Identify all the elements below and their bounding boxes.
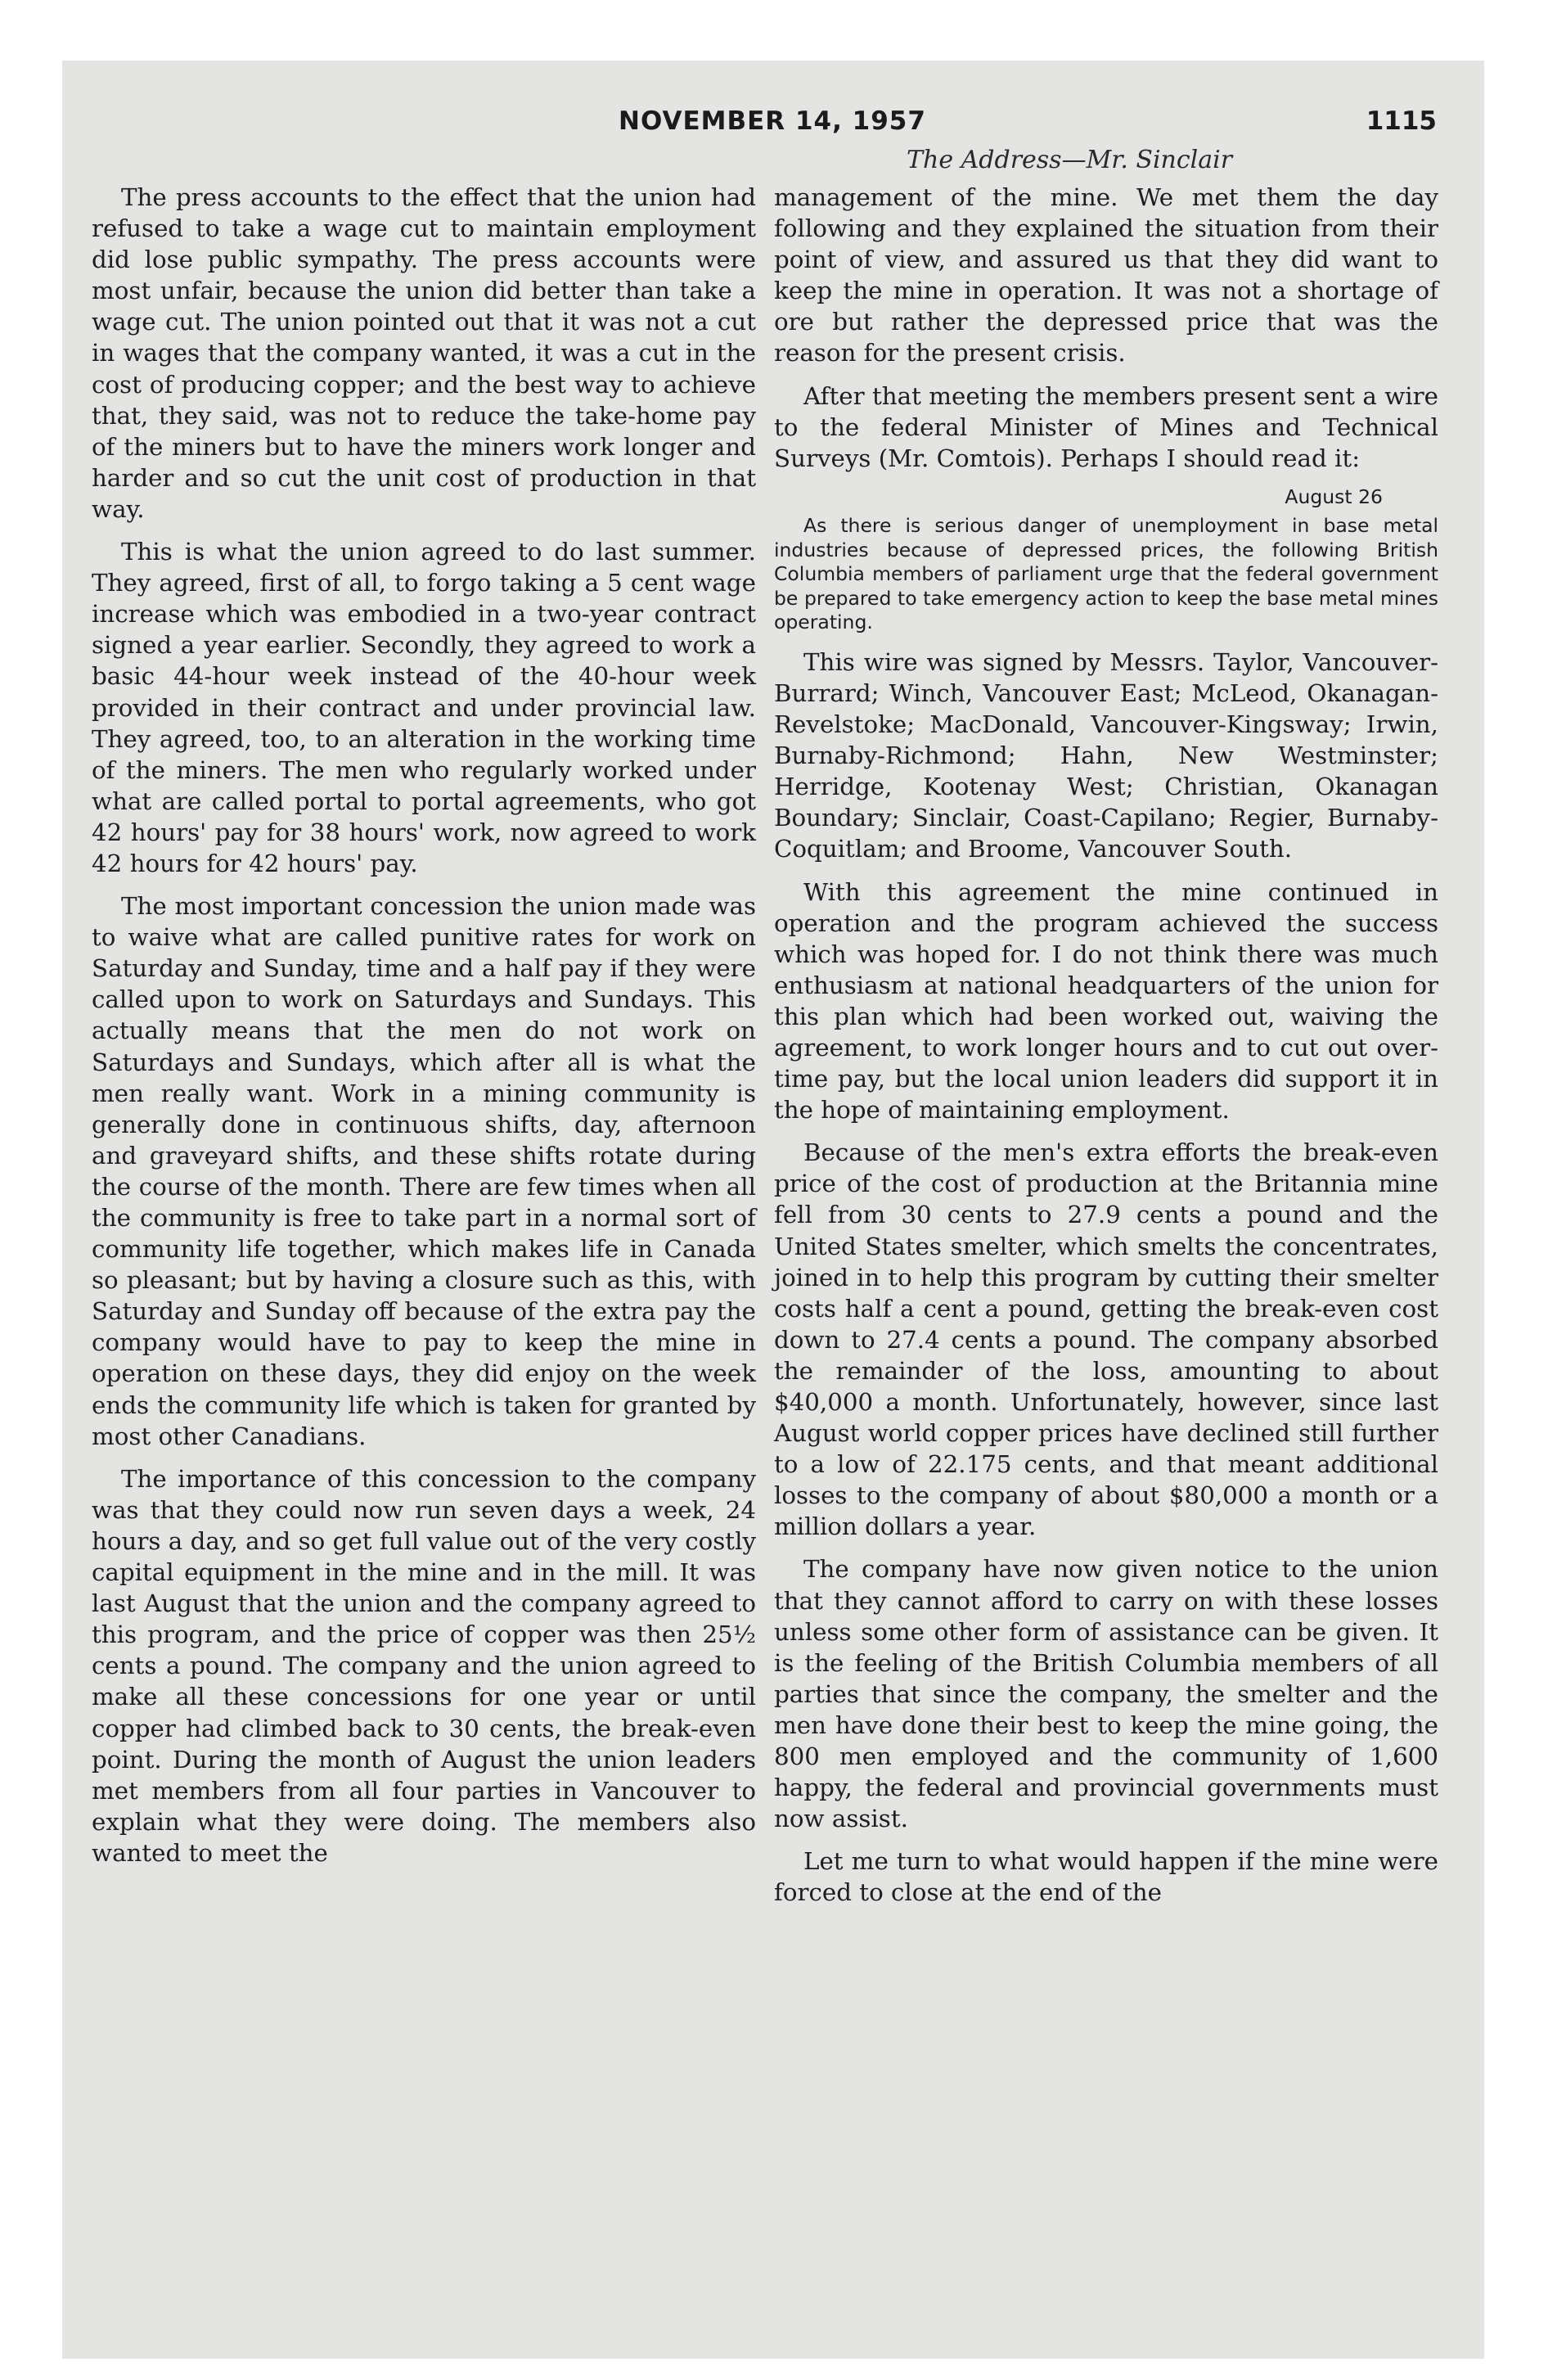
hansard-page [62, 61, 1484, 2359]
paragraph: With this agreement the mine continued in operation and the program achieved the success which was hoped for. I do not think there was much enthusiasm at national headquarters of the union for this plan which had been worked out, waiving the agreement, to work longer hours and to cut out over-time pay, but the local union leaders did support it in the hope of maintaining employment. [774, 877, 1438, 1125]
paragraph: The company have now given notice to the union that they cannot afford to carry on with these losses unless some other form of assistance can be given. It is the feeling of the British Columbia members of all parties that since the company, the smelter and the men have done their best to keep the mine going, the 800 men employed and the community of 1,600 happy, the federal and provincial governments must now assist. [774, 1555, 1438, 1833]
telegram-date: August 26 [1285, 485, 1383, 508]
paragraph: Let me turn to what would happen if the mine were forced to close at the end of the [774, 1847, 1438, 1907]
right-column [774, 182, 1438, 1920]
paragraph: After that meeting the members present sent a wire to the federal Minister of Mines and Technical Surveys (Mr. Comtois). Perhaps I should read it: [774, 381, 1438, 472]
left-column [92, 182, 756, 1880]
paragraph: Because of the men's extra efforts the break-even price of the cost of production at the Britannia mine fell from 30 cents to 27.9 cents a pound and the United States smelter, which smelts the concentrates, joined in to help this program by cutting their smelter costs half a cent a pound, getting the break-even cost down to 27.4 cents a pound. The company absorbed the remainder of the loss, amounting to about $40,000 a month. Unfortunately, however, since last August world copper prices have declined still further to a low of 22.175 cents, and that meant additional losses to the company of about $80,000 a month or a million dollars a year. [774, 1138, 1438, 1541]
paragraph: This wire was signed by Messrs. Taylor, Vancouver-Burrard; Winch, Vancouver East; McLeod, Okanagan-Revelstoke; MacDonald, Vancouver-Kingsway; Irwin, Burnaby-Richmond; Hahn, New Westminster; Herridge, Kootenay West; Christian, Okanagan Boundary; Sinclair, Coast-Capilano; Regier, Burnaby-Coquitlam; and Broome, Vancouver South. [774, 647, 1438, 863]
page-header [62, 106, 1484, 147]
paragraph: The importance of this concession to the company was that they could now run seven days a week, 24 hours a day, and so get full value out of the very costly capital equipment in the mine and in the mill. It was last August that the union and the company agreed to this program, and the price of copper was then 25½ cents a pound. The company and the union agreed to make all these concessions for one year or until copper had climbed back to 30 cents, the break-even point. During the month of August the union leaders met members from all four parties in Vancouver to explain what they were doing. The members also wanted to meet the [92, 1464, 756, 1867]
paragraph: The most important concession the union made was to waive what are called punitive rates for work on Saturday and Sunday, time and a half pay if they were called upon to work on Saturdays and Sundays. This actually means that the men do not work on Saturdays and Sundays, which after all is what the men really want. Work in a mining community is generally done in continuous shifts, day, afternoon and graveyard shifts, and these shifts rotate during the course of the month. There are few times when all the community is free to take part in a normal sort of community life together, which makes life in Canada so pleasant; but by having a closure such as this, with Saturday and Sunday off because of the extra pay the company would have to pay to keep the mine in operation on these days, they did enjoy on the week ends the community life which is taken for granted by most other Canadians. [92, 892, 756, 1450]
paragraph-continued: management of the mine. We met them the day following and they explained the situation from their point of view, and assured us that they did want to keep the mine in operation. It was not a shortage of ore but rather the depressed price that was the reason for the present crisis. [774, 183, 1438, 367]
running-head: The Address—Mr. Sinclair [907, 146, 1233, 174]
page-number: 1115 [1366, 106, 1437, 136]
paragraph: This is what the union agreed to do last summer. They agreed, first of all, to forgo taking a 5 cent wage increase which was embodied in a two-year contract signed a year earlier. Secondly, they agreed to work a basic 44-hour week instead of the 40-hour week provided in their contract and under provincial law. They agreed, too, to an alteration in the working time of the miners. The men who regularly worked under what are called portal to portal agreements, who got 42 hours' pay for 38 hours' work, now agreed to work 42 hours for 42 hours' pay. [92, 538, 756, 877]
paragraph: The press accounts to the effect that the union had refused to take a wage cut to maintain employment did lose public sympathy. The press accounts were most unfair, because the union did better than take a wage cut. The union pointed out that it was not a cut in wages that the company wanted, it was a cut in the cost of producing copper; and the best way to achieve that, they said, was not to reduce the take-home pay of the miners but to have the miners work longer and harder and so cut the unit cost of production in that way. [92, 183, 756, 523]
header-date: NOVEMBER 14, 1957 [619, 106, 926, 136]
quoted-telegram [774, 485, 1438, 635]
telegram-text: As there is serious danger of unemployment in base metal industries because of depressed prices, the following British Columbia members of parliament urge that the federal government be prepared to take emergency action to keep the base metal mines operating. [774, 514, 1438, 634]
